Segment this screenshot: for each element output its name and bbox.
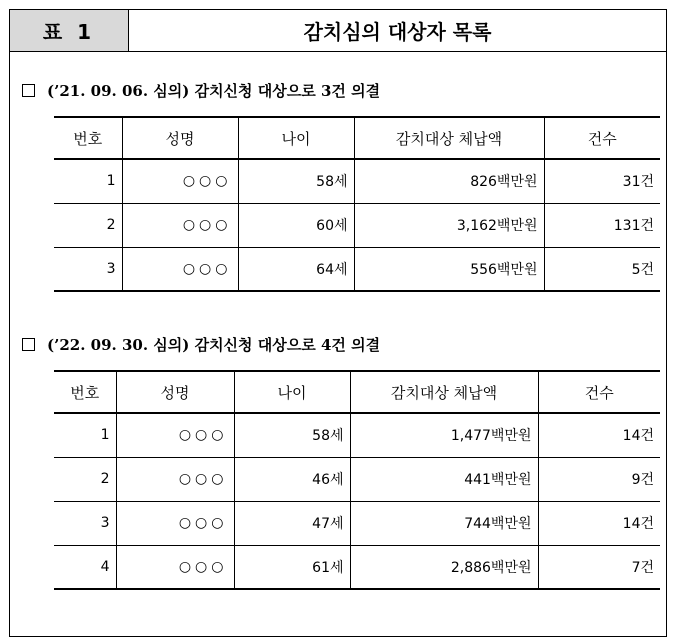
cell-name: ○○○ (116, 501, 234, 545)
cell-name: ○○○ (122, 159, 238, 203)
section-heading-text: (’22. 09. 30. 심의) 감치신청 대상으로 4건 의결 (47, 336, 381, 354)
table-header-row (54, 117, 660, 159)
cell-age: 46세 (234, 457, 350, 501)
col-header-arrears: 감치대상 체납액 (354, 117, 544, 159)
cell-arrears: 2,886백만원 (350, 545, 538, 589)
cell-count: 131건 (544, 203, 660, 247)
table-row (54, 457, 660, 501)
cell-count: 31건 (544, 159, 660, 203)
target-table-1 (54, 116, 660, 292)
cell-arrears: 556백만원 (354, 247, 544, 291)
checkbox-square-icon (22, 84, 35, 97)
col-header-arrears: 감치대상 체납액 (350, 371, 538, 413)
document-frame (9, 9, 667, 637)
cell-arrears: 826백만원 (354, 159, 544, 203)
cell-arrears: 3,162백만원 (354, 203, 544, 247)
table-header-row (54, 371, 660, 413)
cell-number: 3 (54, 247, 122, 291)
table-row (54, 413, 660, 457)
cell-name: ○○○ (116, 545, 234, 589)
table-number-label: 표 1 (10, 10, 129, 51)
cell-number: 2 (54, 203, 122, 247)
col-header-name: 성명 (122, 117, 238, 159)
cell-count: 9건 (538, 457, 660, 501)
table-row (54, 545, 660, 589)
table-row (54, 247, 660, 291)
target-table-2 (54, 370, 660, 590)
cell-age: 60세 (238, 203, 354, 247)
cell-age: 58세 (234, 413, 350, 457)
table-row (54, 203, 660, 247)
cell-age: 47세 (234, 501, 350, 545)
cell-arrears: 441백만원 (350, 457, 538, 501)
cell-number: 4 (54, 545, 116, 589)
cell-arrears: 1,477백만원 (350, 413, 538, 457)
checkbox-square-icon (22, 338, 35, 351)
cell-arrears: 744백만원 (350, 501, 538, 545)
cell-number: 2 (54, 457, 116, 501)
table-row (54, 159, 660, 203)
cell-age: 61세 (234, 545, 350, 589)
cell-name: ○○○ (116, 413, 234, 457)
document-title: 감치심의 대상자 목록 (303, 20, 492, 44)
col-header-count: 건수 (538, 371, 660, 413)
cell-age: 58세 (238, 159, 354, 203)
col-header-name: 성명 (116, 371, 234, 413)
cell-age: 64세 (238, 247, 354, 291)
cell-number: 3 (54, 501, 116, 545)
section-heading-1 (22, 80, 380, 101)
col-header-age: 나이 (234, 371, 350, 413)
col-header-count: 건수 (544, 117, 660, 159)
cell-name: ○○○ (122, 247, 238, 291)
col-header-age: 나이 (238, 117, 354, 159)
cell-number: 1 (54, 413, 116, 457)
cell-count: 7건 (538, 545, 660, 589)
cell-count: 14건 (538, 501, 660, 545)
cell-number: 1 (54, 159, 122, 203)
col-header-number: 번호 (54, 117, 122, 159)
col-header-number: 번호 (54, 371, 116, 413)
cell-name: ○○○ (116, 457, 234, 501)
section-heading-2 (22, 334, 380, 355)
table-row (54, 501, 660, 545)
cell-name: ○○○ (122, 203, 238, 247)
table-caption-bar (10, 10, 666, 52)
cell-count: 5건 (544, 247, 660, 291)
section-heading-text: (’21. 09. 06. 심의) 감치신청 대상으로 3건 의결 (47, 82, 381, 100)
cell-count: 14건 (538, 413, 660, 457)
